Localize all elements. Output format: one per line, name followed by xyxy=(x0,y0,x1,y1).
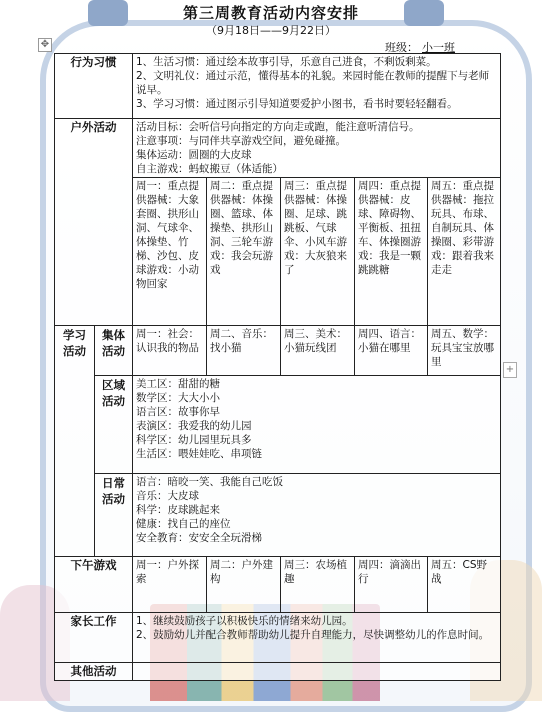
daily-activity-content xyxy=(133,474,501,557)
page-title: 第三周教育活动内容安排 xyxy=(182,4,359,22)
outdoor-info-row xyxy=(55,119,501,178)
daily-line: 安全教育：安安全全玩滑梯 xyxy=(136,532,262,544)
group-activity-label: 集体活动 xyxy=(95,326,133,376)
area-line: 语言区：故事你早 xyxy=(136,406,220,418)
habits-row xyxy=(55,54,501,119)
outdoor-day-fri: 周五：重点提供器械：拖拉玩具、布球、自制玩具、体操圈、彩带游戏：跟着我来走走 xyxy=(428,178,501,326)
date-range: （9月18日——9月22日） xyxy=(206,24,336,37)
outdoor-day-mon: 周一：重点提供器械：大象套圈、拱形山洞、气球伞、体操垫、竹梯、沙包、皮球游戏：小动物回家 xyxy=(133,178,207,326)
habit-line: 1、生活习惯：通过绘本故事引导，乐意自己进食，不剩饭剩菜。 xyxy=(136,56,437,68)
family-row xyxy=(55,613,501,663)
area-line: 科学区：幼儿园里玩具多 xyxy=(136,434,252,446)
class-label: 班级： xyxy=(385,41,418,54)
habit-line: 2、文明礼仪：通过示范，懂得基本的礼貌。来园时能在教师的提醒下与老师说早。 xyxy=(136,70,490,96)
daily-line: 科学：皮球跳起来 xyxy=(136,504,220,516)
afternoon-day-tue: 周二：户外建构 xyxy=(207,557,281,613)
class-info xyxy=(385,39,455,55)
outdoor-day-tue: 周二：重点提供器械：体操圈、篮球、体操垫、拱形山洞、三轮车游戏：我会玩游戏 xyxy=(207,178,281,326)
learning-area-row xyxy=(55,376,501,474)
outdoor-note: 注意事项：与同伴共享游戏空间，避免碰撞。 xyxy=(136,135,346,147)
daily-line: 音乐：大皮球 xyxy=(136,490,199,502)
area-activity-label: 区域活动 xyxy=(95,376,133,474)
area-line: 数学区：大大小小 xyxy=(136,392,220,404)
afternoon-label: 下午游戏 xyxy=(55,557,133,613)
learning-group-row xyxy=(55,326,501,376)
table-move-handle-icon[interactable]: ✥ xyxy=(38,38,52,52)
daily-activity-label: 日常活动 xyxy=(95,474,133,557)
habits-content xyxy=(133,54,501,119)
daily-line: 语言：暗咬一笑、我能自己吃饭 xyxy=(136,476,283,488)
family-line: 1、继续鼓励孩子以积极快乐的情绪来幼儿园。 xyxy=(136,615,353,627)
area-line: 美工区：甜甜的糖 xyxy=(136,378,220,390)
class-value: 小一班 xyxy=(422,41,455,54)
activity-schedule-table xyxy=(54,53,501,681)
afternoon-day-mon: 周一：户外探索 xyxy=(133,557,207,613)
group-day-thu: 周四、语言：小猫在哪里 xyxy=(355,326,428,376)
area-activity-content xyxy=(133,376,501,474)
other-row xyxy=(55,663,501,681)
afternoon-day-fri: 周五：CS野战 xyxy=(428,557,501,613)
outdoor-free: 自主游戏：蚂蚁搬豆（体适能） xyxy=(136,163,283,175)
family-label: 家长工作 xyxy=(55,613,133,663)
afternoon-day-thu: 周四：滴滴出行 xyxy=(355,557,428,613)
group-day-tue: 周二、音乐：找小猫 xyxy=(207,326,281,376)
other-label: 其他活动 xyxy=(55,663,133,681)
family-content xyxy=(133,613,501,663)
outdoor-goal: 活动目标：会听信号向指定的方向走或跑，能注意听清信号。 xyxy=(136,121,420,133)
add-row-handle-icon[interactable]: + xyxy=(503,362,517,378)
afternoon-row xyxy=(55,557,501,613)
daily-line: 健康：找自己的座位 xyxy=(136,518,231,530)
habits-label: 行为习惯 xyxy=(55,54,133,119)
learning-label: 学习活动 xyxy=(55,326,95,557)
outdoor-info xyxy=(133,119,501,178)
outdoor-label: 户外活动 xyxy=(55,119,133,326)
group-day-wed: 周三、美术：小猫玩线团 xyxy=(281,326,355,376)
family-line: 2、鼓励幼儿并配合教师帮助幼儿提升自理能力，尽快调整幼儿的作息时间。 xyxy=(136,629,490,641)
other-content xyxy=(133,663,501,681)
habit-line: 3、学习习惯：通过图示引导知道要爱护小图书，看书时要轻轻翻看。 xyxy=(136,98,458,110)
outdoor-day-thu: 周四：重点提供器械：皮球、障碍物、平衡板、扭扭车、体操圈游戏：我是一颗跳跳糖 xyxy=(355,178,428,326)
outdoor-group: 集体运动：圆圈的大皮球 xyxy=(136,149,252,161)
outdoor-day-wed: 周三：重点提供器械：体操圈、足球、跳跳板、气球伞、小风车游戏：大灰狼来了 xyxy=(281,178,355,326)
afternoon-day-wed: 周三：农场植趣 xyxy=(281,557,355,613)
group-day-mon: 周一：社会：认识我的物品 xyxy=(133,326,207,376)
area-line: 生活区：喂娃娃吃、串项链 xyxy=(136,448,262,460)
learning-daily-row xyxy=(55,474,501,557)
group-day-fri: 周五、数学：玩具宝宝放哪里 xyxy=(428,326,501,376)
area-line: 表演区：我爱我的幼儿园 xyxy=(136,420,252,432)
